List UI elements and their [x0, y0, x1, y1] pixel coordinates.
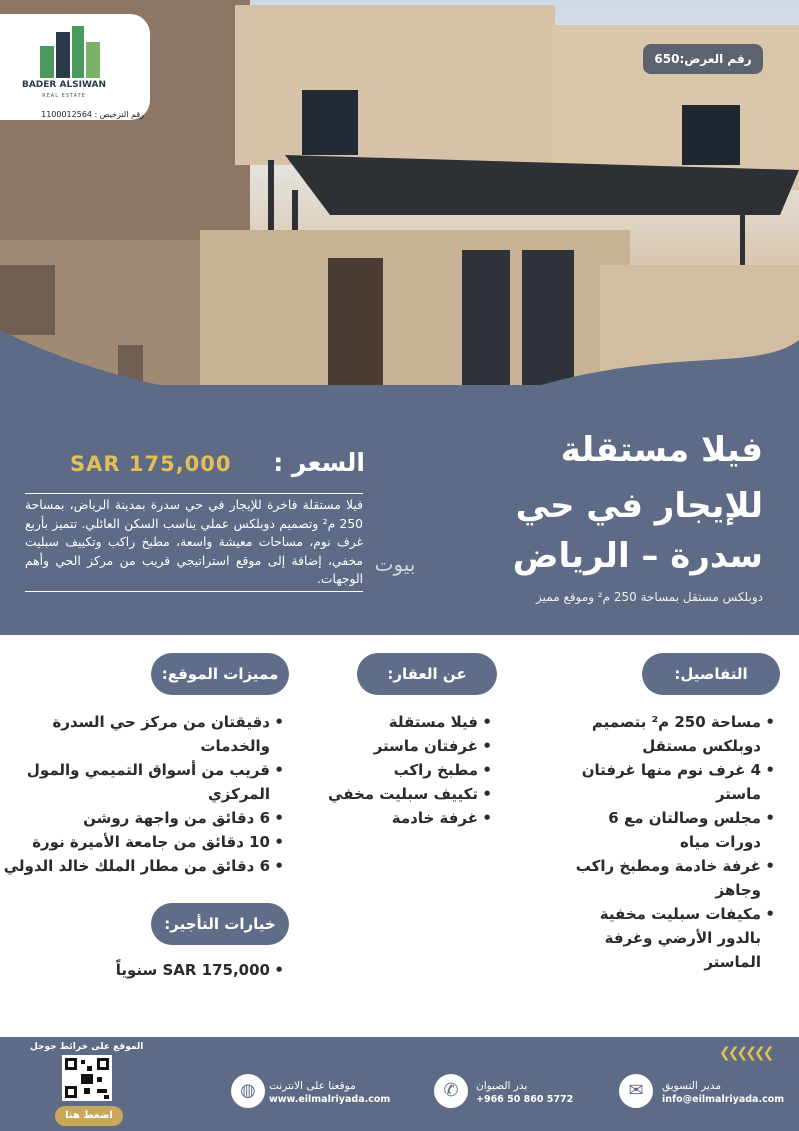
property-heading-label: عن العقار:: [387, 665, 467, 683]
list-item: • دقيقتان من مركز حي السدرة والخدمات: [0, 710, 284, 758]
phone-contact-name: بدر الصيوان: [476, 1080, 528, 1092]
click-here-button[interactable]: اضغط هنا: [55, 1106, 123, 1126]
list-item: • SAR 175,000 سنوياً: [100, 958, 284, 982]
qr-code[interactable]: [62, 1055, 112, 1101]
logo-card: [0, 14, 150, 120]
chevrons-decoration: ❮❮❮❮❮❮: [719, 1045, 772, 1061]
property-heading: [357, 653, 497, 695]
email-icon: ✉: [619, 1074, 653, 1108]
phone-icon: ✆: [434, 1074, 468, 1108]
globe-icon: ◍: [231, 1074, 265, 1108]
rental-list: [100, 958, 284, 982]
list-item: • مساحة 250 م² بتصميم دوبلكس مستقل: [570, 710, 775, 758]
property-list: [300, 710, 492, 830]
list-item: • تكييف سبليت مخفي: [300, 782, 492, 806]
phone-number[interactable]: +966 50 860 5772: [476, 1094, 574, 1105]
email-title: مدير التسويق: [662, 1080, 721, 1092]
email-address[interactable]: info@eilmalriyada.com: [662, 1094, 785, 1105]
rental-heading: [151, 903, 289, 945]
details-heading-label: التفاصيل:: [674, 665, 748, 683]
website-title: موقعنا على الانترنت: [269, 1080, 356, 1092]
price-label: السعر :: [273, 448, 365, 477]
title-line-2: للإيجار في حي: [515, 486, 763, 526]
title-line-1: فيلا مستقلة: [560, 430, 763, 470]
website-link[interactable]: www.eilmalriyada.com: [269, 1094, 391, 1105]
building-logo-icon: [40, 26, 102, 78]
list-item: • قريب من أسواق التميمي والمول المركزي: [0, 758, 284, 806]
details-list: [570, 710, 775, 974]
list-item: • مجلس وصالتان مع 6 دورات مياه: [570, 806, 775, 854]
title-line-3: سدرة – الرياض: [512, 536, 763, 576]
details-heading: [642, 653, 780, 695]
logo-name: BADER ALSIWAN: [21, 80, 107, 90]
list-item: • 6 دقائق من واجهة روشن: [0, 806, 284, 830]
list-item: • غرفة خادمة ومطبخ راكب وجاهز: [570, 854, 775, 902]
list-item: • 6 دقائق من مطار الملك خالد الدولي: [0, 854, 284, 878]
property-description: فيلا مستقلة فاخرة للإيجار في حي سدرة بمدينة الرياض، بمساحة 250 م² وتصميم دوبلكس عملي يناسب السكن العائلي. تتميز بأربع غرف نوم، مساحات معيشة واسعة، مطبخ راكب وتكييف سبليت مخفي، إضافة إلى موقع استراتيجي قريب من مركز الحي وأهم الوجهات.: [25, 493, 363, 592]
map-label: الموقع على خرائط جوجل: [30, 1042, 144, 1052]
location-heading-label: مميزات الموقع:: [161, 665, 279, 683]
license-number: رقم الترخيص : 1100012564: [41, 110, 144, 119]
banner-wave: [0, 300, 799, 390]
qr-code-icon: [62, 1055, 112, 1101]
list-item: • مطبخ راكب: [300, 758, 492, 782]
list-item: • 10 دقائق من جامعة الأميرة نورة: [0, 830, 284, 854]
logo-subtitle: REAL ESTATE: [42, 93, 86, 99]
offer-number-badge: رقم العرض:650: [643, 44, 763, 74]
list-item: • مكيفات سبليت مخفية بالدور الأرضي وغرفة الماستر: [570, 902, 775, 974]
location-heading: [151, 653, 289, 695]
list-item: • غرفة خادمة: [300, 806, 492, 830]
list-item: • فيلا مستقلة: [300, 710, 492, 734]
banner-subtitle: دوبلكس مستقل بمساحة 250 م² وموقع مميز: [536, 590, 763, 604]
rental-heading-label: خيارات التأجير:: [164, 915, 276, 933]
price-value: SAR 175,000: [70, 452, 232, 476]
list-item: • غرفتان ماستر: [300, 734, 492, 758]
watermark: بيوت: [374, 552, 416, 576]
location-list: [0, 710, 284, 878]
list-item: • 4 غرف نوم منها غرفتان ماستر: [570, 758, 775, 806]
